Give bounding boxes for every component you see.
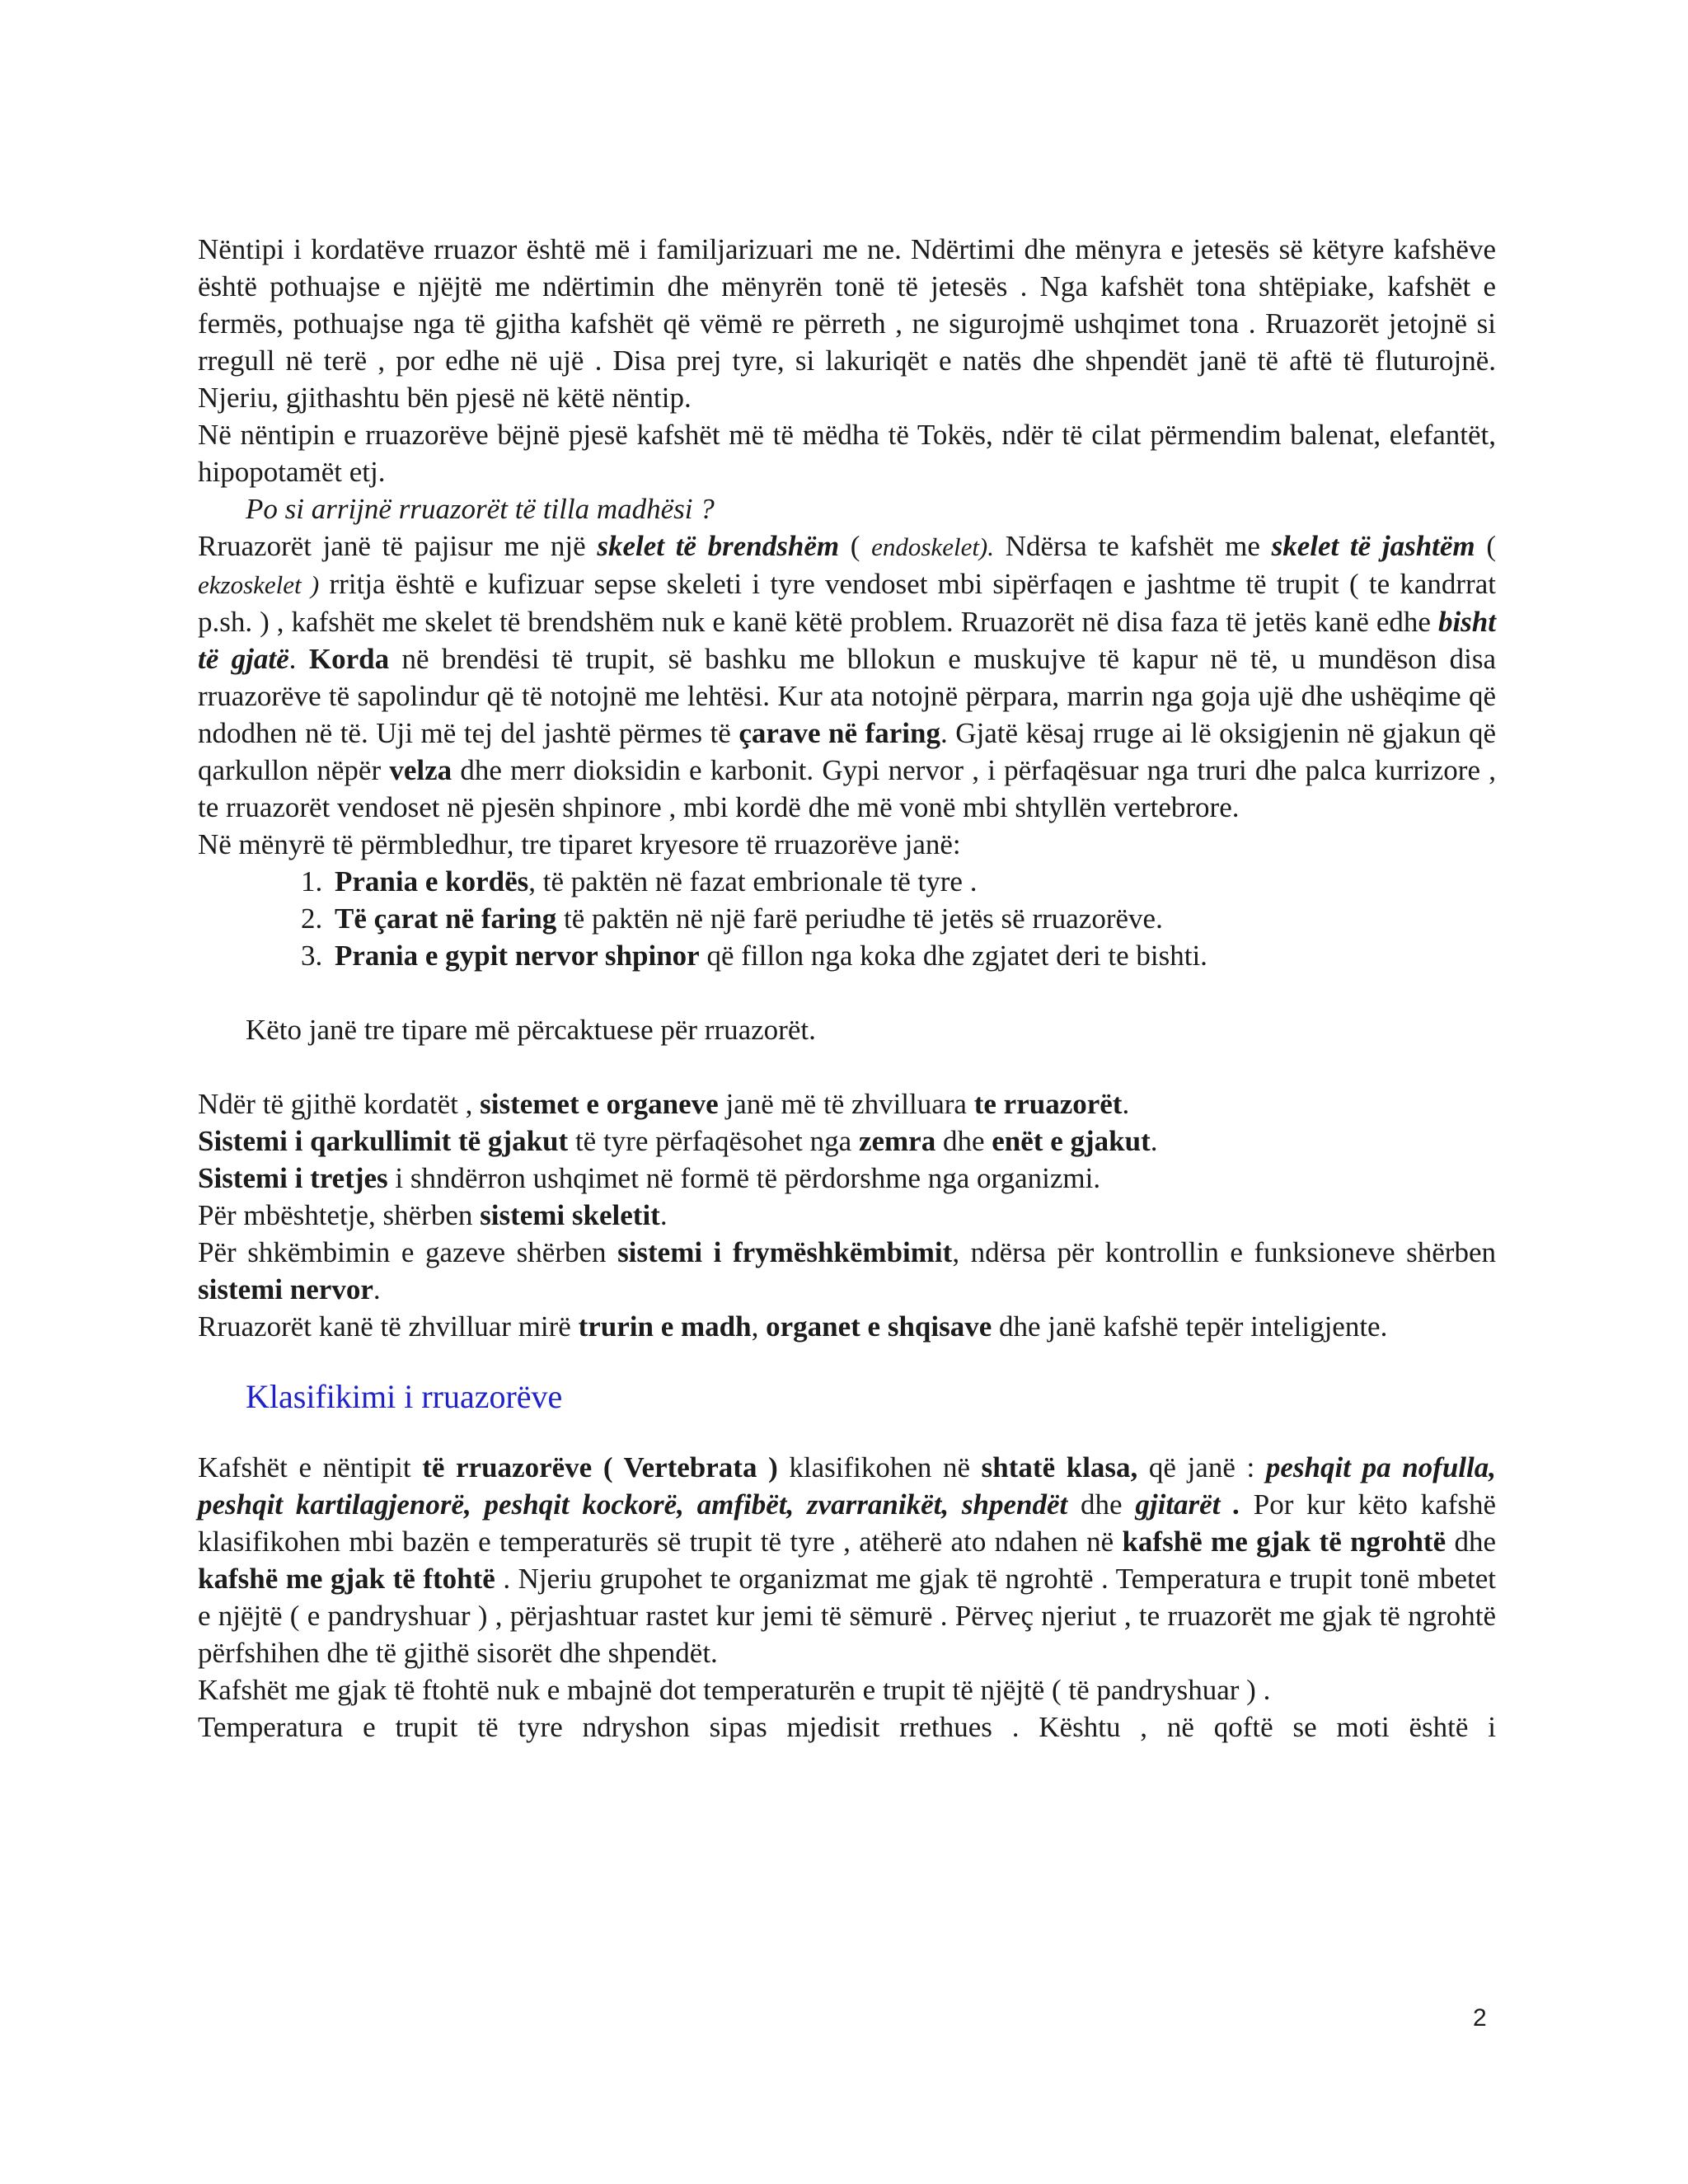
summary-intro: Në mënyrë të përmbledhur, tre tiparet kryesore të rruazorëve janë:: [198, 828, 961, 860]
list-item: 3. Prania e gypit nervor shpinor që fillon nga koka dhe zgjatet deri te bishti.: [330, 937, 1496, 974]
systems-line-5: Për shkëmbimin e gazeve shërben sistemi i frymëshkëmbimit, ndërsa për kontrollin e funksioneve shërben sistemi nervor.: [198, 1236, 1496, 1305]
systems-line-2: Sistemi i qarkullimit të gjakut të tyre përfaqësohet nga zemra dhe enët e gjakut.: [198, 1125, 1158, 1157]
systems-line-6: Rruazorët kanë të zhvilluar mirë trurin e madh, organet e shqisave dhe janë kafshë tepër inteligjente.: [198, 1310, 1388, 1343]
list-item: 1. Prania e kordës, të paktën në fazat embrionale të tyre .: [330, 863, 1496, 900]
paragraph-skeleton: Rruazorët janë të pajisur me një skelet të brendshëm ( endoskelet). Ndërsa te kafshët me skelet të jashtëm ( ekzoskelet ) rritja është e kufizuar sepse skeleti i tyre vendoset mbi sipërfaqen e jashtme të trupit ( te kandrrat p.sh. ) , kafshët me skelet të brendshëm nuk e kanë këtë problem. Rruazorët në disa faza të jetës kanë edhe bisht të gjatë. Korda në brendësi të trupit, së bashku me bllokun e muskujve të kapur në të, u mundëson disa rruazorëve të sapolindur që të notojnë me lehtësi. Kur ata notojnë përpara, marrin nga goja ujë dhe ushëqime që ndodhen në të. Uji më tej del jashtë përmes të çarave në faring. Gjatë kësaj rruge ai lë oksigjenin në gjakun që qarkullon nëpër velza dhe merr dioksidin e karbonit. Gypi nervor , i përfaqësuar nga truri dhe palca kurrizore , te rruazorët vendoset në pjesën shpinore , mbi kordë dhe më vonë mbi shtyllën vertebrore.: [198, 530, 1496, 823]
question-line: Po si arrijnë rruazorët të tilla madhësi ?: [246, 493, 715, 525]
list-item: 2. Të çarat në faring të paktën në një farë periudhe të jetës së rruazorëve.: [330, 900, 1496, 937]
page-number: 2: [1473, 2004, 1487, 2032]
conclusion: Këto janë tre tipare më përcaktuese për rruazorët.: [246, 1014, 816, 1046]
features-list: [198, 863, 1496, 974]
paragraph-largest-animals: Në nëntipin e rruazorëve bëjnë pjesë kafshët më të mëdha të Tokës, ndër të cilat përmendim balenat, elefantët, hipopotamët etj.: [198, 419, 1496, 488]
paragraph-cold-blooded-1: Kafshët me gjak të ftohtë nuk e mbajnë dot temperaturën e trupit të njëjtë ( të pandryshuar ) .: [198, 1674, 1271, 1706]
document-body: [198, 231, 1496, 1746]
section-heading: Klasifikimi i rruazorëve: [246, 1378, 563, 1415]
systems-line-1: Ndër të gjithë kordatët , sistemet e organeve janë më të zhvilluara te rruazorët.: [198, 1088, 1130, 1120]
paragraph-cold-blooded-2: Temperatura e trupit të tyre ndryshon sipas mjedisit rrethues . Kështu , në qoftë se moti është i: [198, 1711, 1496, 1743]
systems-line-4: Për mbështetje, shërben sistemi skeletit.: [198, 1199, 668, 1231]
paragraph-intro: Nëntipi i kordatëve rruazor është më i familjarizuari me ne. Ndërtimi dhe mënyra e jetesës së këtyre kafshëve është pothuajse e njëjtë me ndërtimin dhe mënyrën tonë të jetesës . Nga kafshët tona shtëpiake, kafshët e fermës, pothuajse nga të gjitha kafshët që vëmë re përreth , ne sigurojmë ushqimet tona . Rruazorët jetojnë si rregull në terë , por edhe në ujë . Disa prej tyre, si lakuriqët e natës dhe shpendët janë të aftë të fluturojnë. Njeriu, gjithashtu bën pjesë në këtë nëntip.: [198, 233, 1496, 414]
systems-line-3: Sistemi i tretjes i shndërron ushqimet në formë të përdorshme nga organizmi.: [198, 1162, 1101, 1194]
paragraph-classification: Kafshët e nëntipit të rruazorëve ( Vertebrata ) klasifikohen në shtatë klasa, që janë : peshqit pa nofulla, peshqit kartilagjenorë, peshqit kockorë, amfibët, zvarranikët, shpendët dhe gjitarët . Por kur këto kafshë klasifikohen mbi bazën e temperaturës së trupit të tyre , atëherë ato ndahen në kafshë me gjak të ngrohtë dhe kafshë me gjak të ftohtë . Njeriu grupohet te organizmat me gjak të ngrohtë . Temperatura e trupit tonë mbetet e njëjtë ( e pandryshuar ) , përjashtuar rastet kur jemi të sëmurë . Përveç njeriut , te rruazorët me gjak të ngrohtë përfshihen dhe të gjithë sisorët dhe shpendët.: [198, 1451, 1497, 1669]
